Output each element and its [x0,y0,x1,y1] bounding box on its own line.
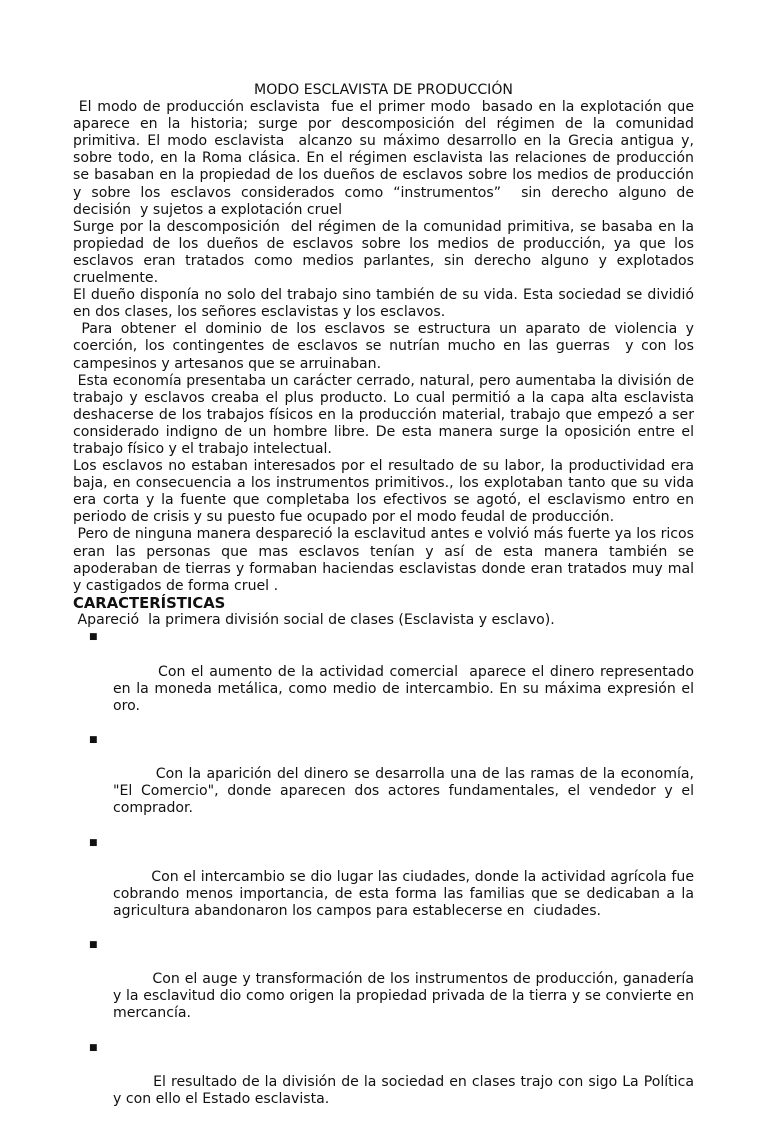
paragraph-persistence: Pero de ninguna manera despareció la esclavitud antes e volvió más fuerte ya los ricos eran las personas que mas esclavos tenían y así de esta manera también se apoderaban de tierras y formaban haciendas esclavistas donde eran tratados muy mal y castigados de forma cruel . [73,526,699,594]
list-item [73,835,699,938]
list-item-text: El resultado de la división de la sociedad en clases trajo con sigo La Política y con ello el Estado esclavista. [113,1073,699,1107]
bullet-square-icon: ■ [89,1042,98,1053]
paragraph-economy: Esta economía presentaba un carácter cerrado, natural, pero aumentaba la división de trabajo y esclavos creaba el plus producto. Lo cual permitió a la capa alta esclavista deshacerse de los trabajos físicos en la producción material, trabajo que empezó a ser considerado indigno de un hombre libre. De esta manera surge la oposición entre el trabajo físico y el trabajo intelectual. [73,372,699,457]
list-item [73,937,699,1040]
document-title: MODO ESCLAVISTA DE PRODUCCIÓN [254,82,513,98]
list-item-text: Con el aumento de la actividad comercial aparece el dinero representado en la moneda metálica, como medio de intercambio. En su máxima expresión el oro. [113,663,699,714]
characteristics-list [73,629,699,1125]
list-item [73,732,699,835]
bullet-square-icon: ■ [89,837,98,848]
list-item [73,1040,699,1125]
paragraph-coercion: Para obtener el dominio de los esclavos se estructura un aparato de violencia y coerción, los contingentes de esclavos se nutrían mucho en las guerras y con los campesinos y artesanos que se arruinaban. [73,321,699,372]
section-heading: CARACTERÍSTICAS [73,594,226,612]
bullet-square-icon: ■ [89,940,98,951]
section-intro: Apareció la primera división social de clases (Esclavista y esclavo). [73,612,555,629]
list-item-text: Con el intercambio se dio lugar las ciudades, donde la actividad agrícola fue cobrando menos importancia, de esta forma las familias que se dedicaban a la agricultura abandonaron los campos para establecerse en ciudades. [113,868,699,919]
list-item-text: Con el auge y transformación de los instrumentos de producción, ganadería y la esclavitud dio como origen la propiedad privada de la tierra y se convierte en mercancía. [113,971,699,1022]
bullet-square-icon: ■ [89,632,98,643]
bullet-square-icon: ■ [89,734,98,745]
paragraph-crisis: Los esclavos no estaban interesados por el resultado de su labor, la productividad era baja, en consecuencia a los instrumentos primitivos., los explotaban tanto que su vida era corta y la fuente que completaba los efectivos se agotó, el esclavismo entro en periodo de crisis y su puesto fue ocupado por el modo feudal de producción. [73,458,699,526]
list-item [73,629,699,732]
paragraph-owner: El dueño disponía no solo del trabajo sino también de su vida. Esta sociedad se dividió en dos clases, los señores esclavistas y los esclavos. [73,287,699,321]
list-item-text: Con la aparición del dinero se desarrolla una de las ramas de la economía, "El Comercio", donde aparecen dos actores fundamentales, el vendedor y el comprador. [113,766,699,817]
paragraph-definition: El modo de producción esclavista fue el primer modo basado en la explotación que aparece en la historia; surge por descomposición del régimen de la comunidad primitiva. El modo esclavista alcanzo su máximo desarrollo en la Grecia antigua y, sobre todo, en la Roma clásica. En el régimen esclavista las relaciones de producción se basaban en la propiedad de los dueños de esclavos sobre los medios de producción y sobre los esclavos considerados como “instrumentos” sin derecho alguno de decisión y sujetos a explotación cruel [73,99,699,218]
paragraph-origin: Surge por la descomposición del régimen de la comunidad primitiva, se basaba en la propiedad de los dueños de esclavos sobre los medios de producción, ya que los esclavos eran tratados como medios parlantes, sin derecho alguno y explotados cruelmente. [73,218,699,287]
